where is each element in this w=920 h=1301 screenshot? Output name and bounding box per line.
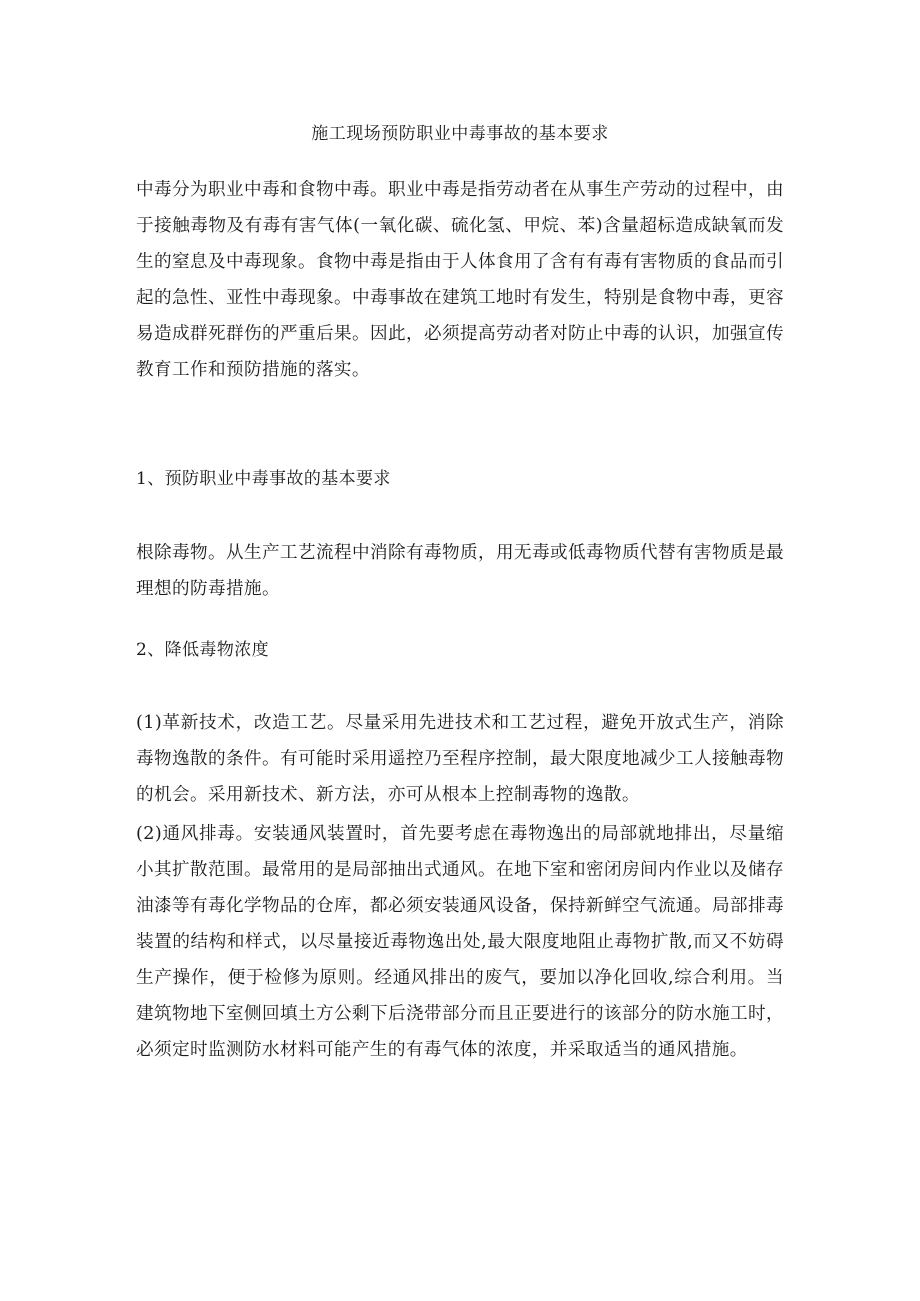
section-2-heading: 2、降低毒物浓度 bbox=[136, 640, 270, 660]
section-2-item-1: (1)革新技术，改造工艺。尽量采用先进技术和工艺过程，避免开放式生产，消除毒物逸散的条件。有可能时采用遥控乃至程序控制，最大限度地减少工人接触毒物的机会。采用新技术、新方法，亦可从根本上控制毒物的逸散。 bbox=[136, 713, 784, 805]
section-1-paragraph: 根除毒物。从生产工艺流程中消除有毒物质，用无毒或低毒物质代替有害物质是最理想的防毒措施。 bbox=[136, 543, 784, 599]
document-title: 施工现场预防职业中毒事故的基本要求 bbox=[311, 124, 609, 144]
intro-paragraph: 中毒分为职业中毒和食物中毒。职业中毒是指劳动者在从事生产劳动的过程中，由于接触毒物及有毒有害气体(一氧化碳、硫化氢、甲烷、苯)含量超标造成缺氧而发生的窒息及中毒现象。食物中毒是指由于人体食用了含有有毒有害物质的食品而引起的急性、亚性中毒现象。中毒事故在建筑工地时有发生，特别是食物中毒，更容易造成群死群伤的严重后果。因此，必须提高劳动者对防止中毒的认识，加强宣传教育工作和预防措施的落实。 bbox=[136, 180, 784, 380]
section-2-item-2: (2)通风排毒。安装通风装置时，首先要考虑在毒物逸出的局部就地排出，尽量缩小其扩散范围。最常用的是局部抽出式通风。在地下室和密闭房间内作业以及储存油漆等有毒化学物品的仓库，都必须安装通风设备，保持新鲜空气流通。局部排毒装置的结构和样式，以尽量接近毒物逸出处,最大限度地阻止毒物扩散,而又不妨碍生产操作，便于检修为原则。经通风排出的废气，要加以净化回收,综合利用。当建筑物地下室侧回填土方公剩下后浇带部分而且正要进行的该部分的防水施工时，必须定时监测防水材料可能产生的有毒气体的浓度，并采取适当的通风措施。 bbox=[136, 824, 784, 1060]
section-1-heading: 1、预防职业中毒事故的基本要求 bbox=[136, 469, 391, 489]
